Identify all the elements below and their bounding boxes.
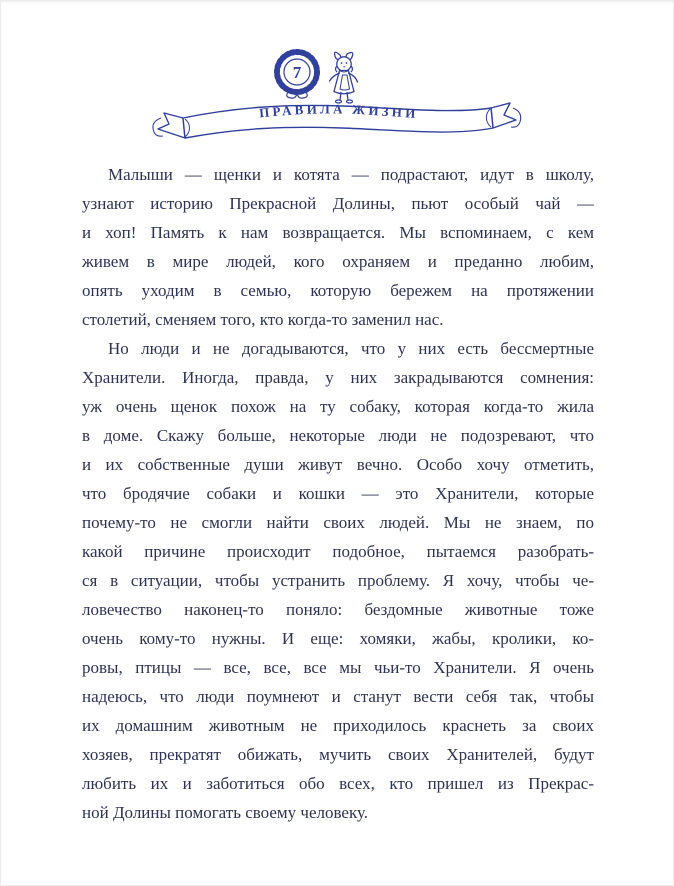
text-line: и их собственные души живут вечно. Особо хочу отметить, (82, 455, 594, 474)
text-line: что бродячие собаки и кошки — это Хранители, которые (82, 484, 594, 503)
paragraph (82, 334, 594, 827)
text-line: и хоп! Память к нам возвращается. Мы вспоминаем, с кем (82, 223, 594, 242)
text-block (82, 160, 594, 827)
text-line: ной Долины помогать своему человеку. (82, 803, 369, 822)
header-ornament (147, 48, 527, 152)
text-line: узнают историю Прекрасной Долины, пьют особый чай — (82, 194, 594, 213)
text-line: опять уходим в семью, которую бережем на протяжении (82, 281, 594, 300)
text-line: ровы, птицы — все, все, все мы чьи-то Хранители. Я очень (82, 658, 594, 677)
mascot-character-icon (330, 52, 358, 103)
text-line: в доме. Скажу больше, некоторые люди не подозревают, что (82, 426, 594, 445)
text-line: очень кому-то нужны. И еще: хомяки, жабы, кролики, ко- (82, 629, 594, 648)
text-line: Но люди и не догадываются, что у них есть бессмертные (108, 339, 594, 358)
text-line: надеюсь, что люди поумнеют и станут вести себя так, чтобы (82, 687, 594, 706)
chapter-title-text: ПРАВИЛА ЖИЗНИ (258, 101, 419, 121)
text-line: любить их и заботиться обо всех, кто пришел из Прекрас- (82, 774, 594, 793)
text-line: какой причине происходит подобное, пытаемся разобрать- (82, 542, 594, 561)
text-line: ловечество наконец-то поняло: бездомные животные тоже (82, 600, 594, 619)
chapter-header (0, 48, 674, 152)
text-line: Малыши — щенки и котята — подрастают, идут в школу, (108, 165, 594, 184)
text-line: их домашним животным не приходилось краснеть за своих (82, 716, 594, 735)
text-line: живем в мире людей, кого охраняем и преданно любим, (82, 252, 594, 271)
text-line: Хранители. Иногда, правда, у них закрадываются сомнения: (82, 368, 594, 387)
text-line: почему-то не смогли найти своих людей. Мы не знаем, по (82, 513, 594, 532)
text-line: ся в ситуации, чтобы устранить проблему. Я хочу, чтобы че- (82, 571, 594, 590)
text-line: уж очень щенок похож на ту собаку, которая когда-то жила (82, 397, 594, 416)
text-line: хозяев, прекратят обижать, мучить своих Хранителей, будут (82, 745, 594, 764)
page-number: 7 (292, 63, 302, 82)
paragraph (82, 160, 594, 334)
text-line: столетий, сменяем того, кто когда-то заменил нас. (82, 310, 444, 329)
laurel-wreath-icon (277, 52, 317, 98)
